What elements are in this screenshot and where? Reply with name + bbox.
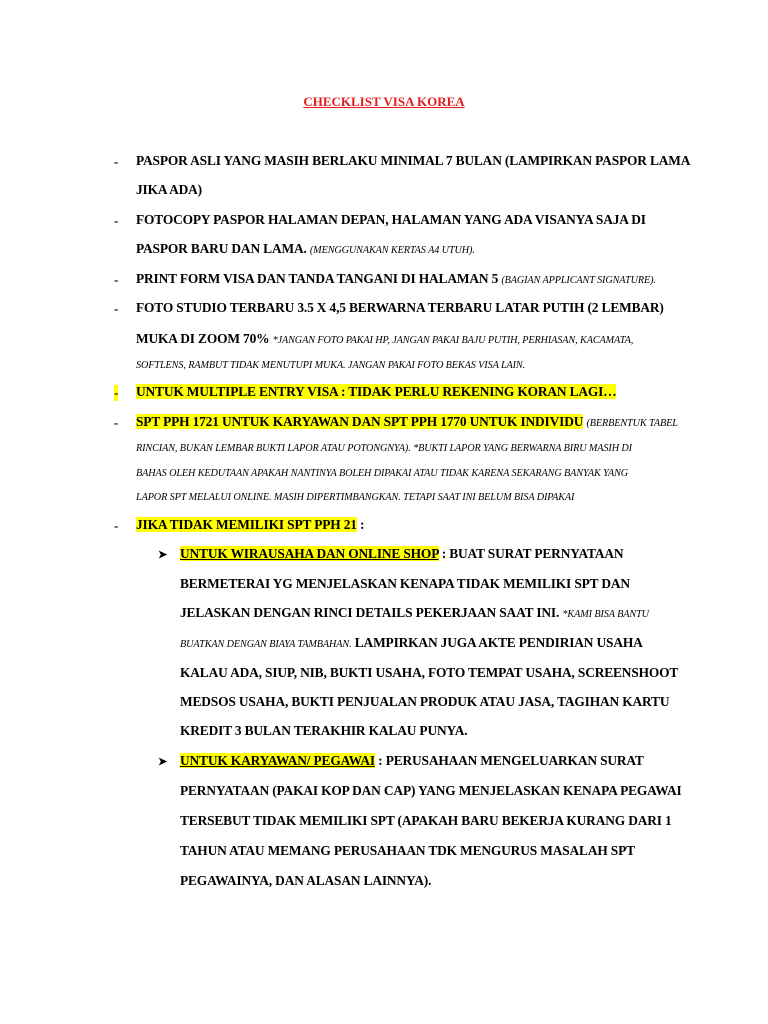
subitem-1-line-3-text: JELASKAN DENGAN RINCI DETAILS PEKERJAAN SAAT INI. — [180, 605, 560, 620]
subitem-2-line-1 — [180, 753, 644, 769]
subitem-2-line-2: PERNYATAAN (PAKAI KOP DAN CAP) YANG MENJELASKAN KENAPA PEGAWAI — [180, 783, 682, 798]
page-title: CHECKLIST VISA KOREA — [303, 94, 465, 109]
bullet-dash: - — [114, 518, 119, 533]
item-5-line-1 — [136, 384, 616, 400]
item-6-line-4: LAPOR SPT MELALUI ONLINE. MASIH DIPERTIMBANGKAN. TETAPI SAAT INI BELUM BISA DIPAKAI — [136, 492, 575, 503]
subitem-2-line-3: TERSEBUT TIDAK MEMILIKI SPT (APAKAH BARU BEKERJA KURANG DARI 1 — [180, 813, 672, 828]
subitem-1-line-7: KREDIT 3 BULAN TERAKHIR KALAU PUNYA. — [180, 723, 468, 738]
item-4-line-2-text: MUKA DI ZOOM 70% — [136, 331, 270, 346]
item-2-line-2-text: PASPOR BARU DAN LAMA. — [136, 241, 307, 256]
subitem-2-label: UNTUK KARYAWAN/ PEGAWAI — [180, 753, 375, 768]
item-6-line-1 — [136, 414, 678, 430]
bullet-dash: - — [114, 154, 119, 169]
arrow-bullet-icon: ➤ — [158, 756, 168, 768]
subitem-1-line-4 — [180, 635, 643, 651]
subitem-1-note-2: BUATKAN DENGAN BIAYA TAMBAHAN. — [180, 639, 352, 650]
subitem-1-line-4-text: LAMPIRKAN JUGA AKTE PENDIRIAN USAHA — [354, 635, 643, 650]
subitem-1-note: *KAMI BISA BANTU — [562, 609, 649, 620]
item-4-line-1: FOTO STUDIO TERBARU 3.5 X 4,5 BERWARNA TERBARU LATAR PUTIH (2 LEMBAR) — [136, 300, 664, 315]
item-5-highlight: UNTUK MULTIPLE ENTRY VISA : TIDAK PERLU REKENING KORAN LAGI… — [136, 384, 617, 399]
item-7-highlight: JIKA TIDAK MEMILIKI SPT PPH 21 — [136, 517, 357, 532]
item-2-line-2 — [136, 241, 475, 257]
subitem-2-line-5: PEGAWAINYA, DAN ALASAN LAINNYA). — [180, 873, 432, 888]
arrow-bullet-icon: ➤ — [158, 549, 168, 561]
subitem-1-line-2: BERMETERAI YG MENJELASKAN KENAPA TIDAK MEMILIKI SPT DAN — [180, 576, 630, 591]
subitem-1-line-1-rest: : BUAT SURAT PERNYATAAN — [438, 546, 624, 561]
item-6-note: (BERBENTUK TABEL — [586, 418, 678, 429]
item-4-line-2 — [136, 331, 633, 347]
item-1-line-2: JIKA ADA) — [136, 182, 202, 197]
bullet-dash: - — [114, 415, 119, 430]
subitem-2-line-1-rest: : PERUSAHAAN MENGELUARKAN SURAT — [374, 753, 644, 768]
item-1-line-1: PASPOR ASLI YANG MASIH BERLAKU MINIMAL 7 BULAN (LAMPIRKAN PASPOR LAMA — [136, 153, 691, 168]
item-6-line-2: RINCIAN, BUKAN LEMBAR BUKTI LAPOR ATAU POTONGNYA). *BUKTI LAPOR YANG BERWARNA BIRU MASIH DI — [136, 443, 632, 454]
item-7-line-1 — [136, 517, 364, 533]
subitem-2-line-4: TAHUN ATAU MEMANG PERUSAHAAN TDK MENGURUS MASALAH SPT — [180, 843, 635, 858]
bullet-dash: - — [114, 385, 119, 400]
bullet-dash: - — [114, 301, 119, 316]
item-3-line-1-text: PRINT FORM VISA DAN TANDA TANGANI DI HALAMAN 5 — [136, 271, 499, 286]
subitem-1-line-5: KALAU ADA, SIUP, NIB, BUKTI USAHA, FOTO TEMPAT USAHA, SCREENSHOOT — [180, 665, 679, 680]
subitem-1-label: UNTUK WIRAUSAHA DAN ONLINE SHOP — [180, 546, 439, 561]
item-3-line-1 — [136, 271, 656, 287]
item-6-highlight: SPT PPH 1721 UNTUK KARYAWAN DAN SPT PPH 1770 UNTUK INDIVIDU — [136, 414, 584, 429]
item-4-note: *JANGAN FOTO PAKAI HP, JANGAN PAKAI BAJU PUTIH, PERHIASAN, KACAMATA, — [272, 335, 634, 346]
item-4-line-3: SOFTLENS, RAMBUT TIDAK MENUTUPI MUKA. JANGAN PAKAI FOTO BEKAS VISA LAIN. — [136, 360, 526, 371]
item-2-line-1: FOTOCOPY PASPOR HALAMAN DEPAN, HALAMAN YANG ADA VISANYA SAJA DI — [136, 212, 646, 227]
item-2-note: (MENGGUNAKAN KERTAS A4 UTUH). — [309, 245, 475, 256]
subitem-1-line-6: MEDSOS USAHA, BUKTI PENJUALAN PRODUK ATAU JASA, TAGIHAN KARTU — [180, 694, 670, 709]
item-6-line-3: BAHAS OLEH KEDUTAAN APAKAH NANTINYA BOLEH DIPAKAI ATAU TIDAK KARENA SEKARANG BANYAK YANG — [136, 468, 629, 479]
item-3-note: (BAGIAN APPLICANT SIGNATURE). — [501, 275, 656, 286]
bullet-dash: - — [114, 213, 119, 228]
subitem-1-line-1 — [180, 546, 623, 562]
bullet-dash: - — [114, 272, 119, 287]
subitem-1-line-3 — [180, 605, 649, 621]
item-7-colon: : — [356, 517, 365, 532]
